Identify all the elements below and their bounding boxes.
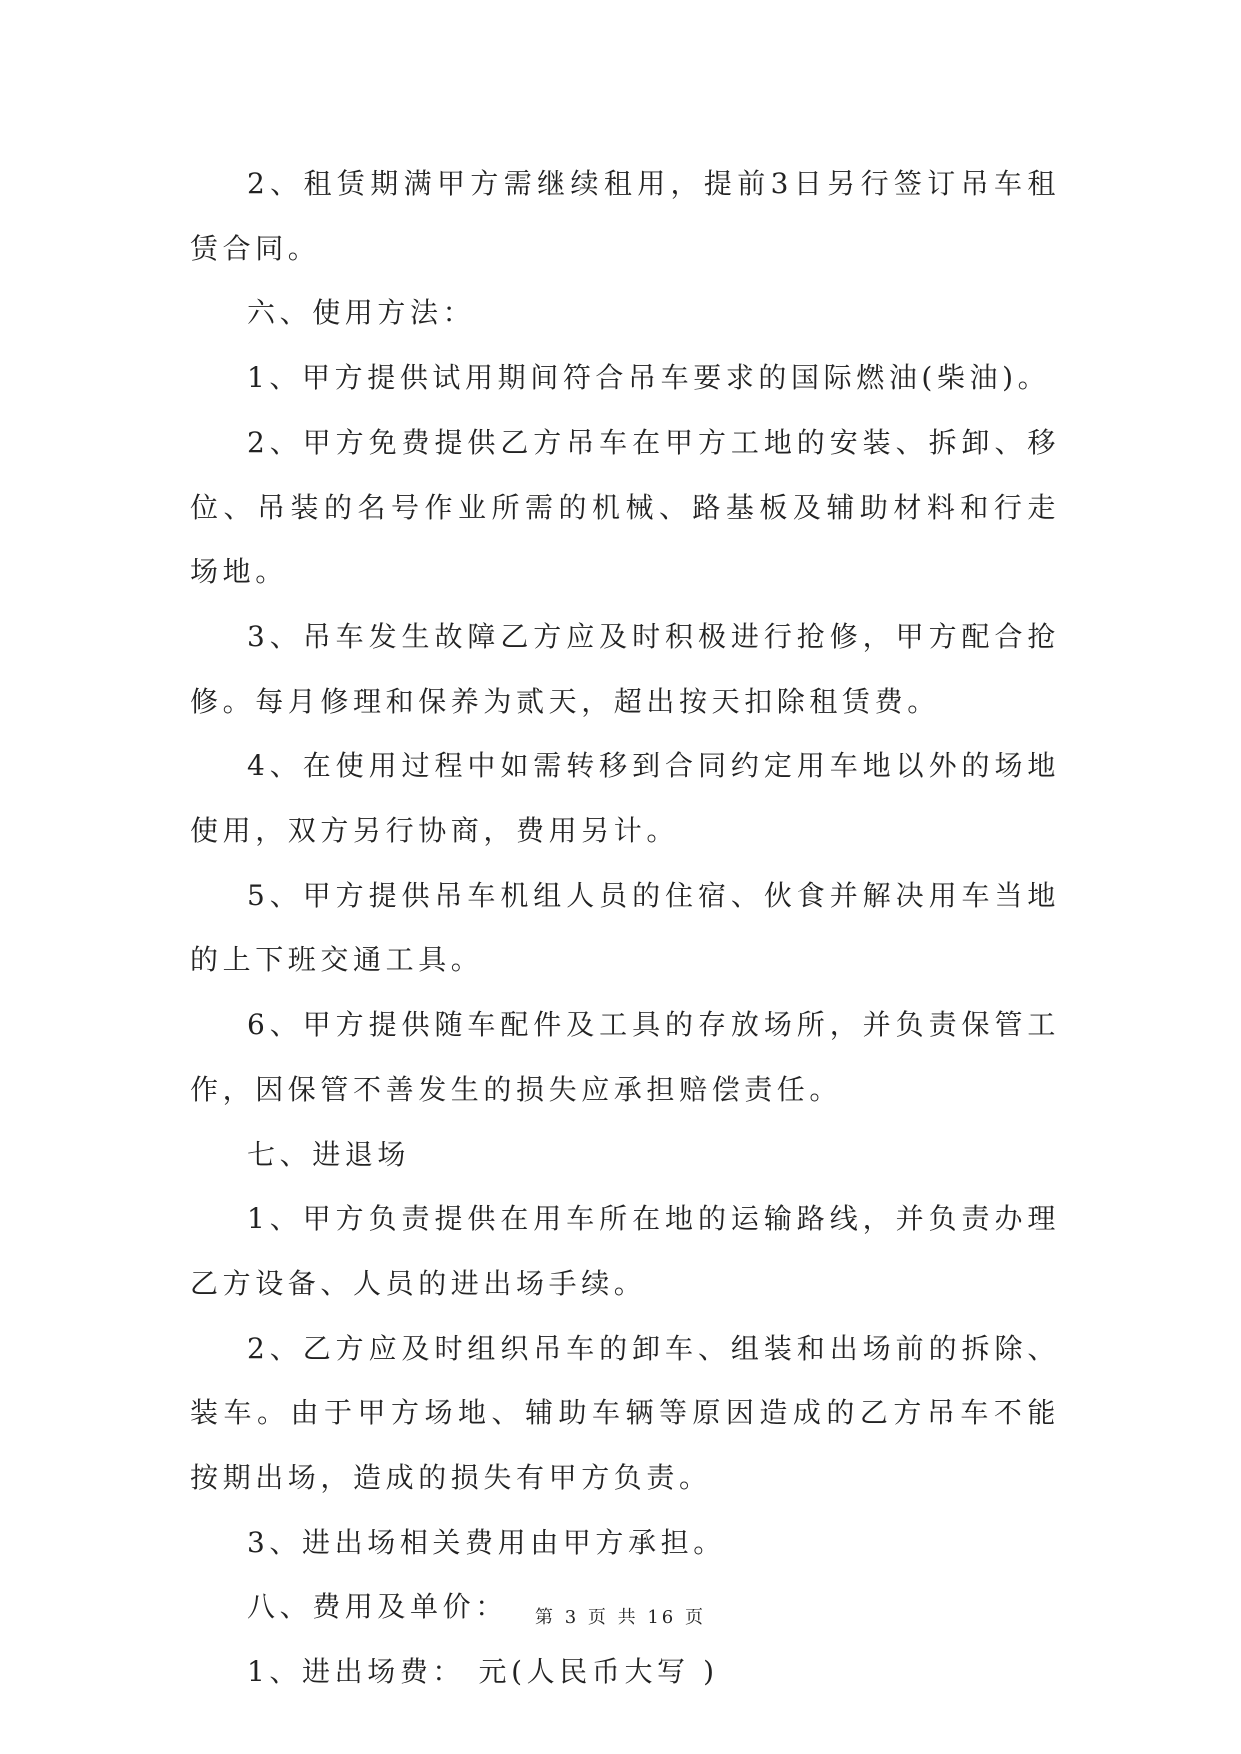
paragraph-usage-3: 3、吊车发生故障乙方应及时积极进行抢修，甲方配合抢修。每月修理和保养为贰天，超出按天扣除租赁费。 <box>190 619 1060 718</box>
paragraph-fees-1: 1、进出场费： 元(人民币大写 ) <box>247 1655 719 1689</box>
paragraph-usage-2: 2、甲方免费提供乙方吊车在甲方工地的安装、拆卸、移位、吊装的名号作业所需的机械、路基板及辅助材料和行走场地。 <box>190 425 1060 589</box>
paragraph-lease-renewal: 2、租赁期满甲方需继续租用，提前3日另行签订吊车租赁合同。 <box>190 167 1060 265</box>
paragraph-usage-1: 1、甲方提供试用期间符合吊车要求的国际燃油(柴油)。 <box>247 361 1051 395</box>
paragraph-entry-exit-1: 1、甲方负责提供在用车所在地的运输路线，并负责办理乙方设备、人员的进出场手续。 <box>190 1202 1060 1300</box>
section-heading-fees: 八、费用及单价： <box>247 1590 508 1624</box>
section-heading-entry-exit: 七、进退场 <box>247 1137 411 1171</box>
paragraph-usage-4: 4、在使用过程中如需转移到合同约定用车地以外的场地使用，双方另行协商，费用另计。 <box>190 749 1060 848</box>
document-body <box>190 152 1060 1705</box>
page-number-footer: 第 3 页 共 16 页 <box>535 1607 706 1628</box>
paragraph-entry-exit-3: 3、进出场相关费用由甲方承担。 <box>247 1525 726 1559</box>
section-heading-usage: 六、使用方法： <box>247 296 476 330</box>
paragraph-usage-5: 5、甲方提供吊车机组人员的住宿、伙食并解决用车当地的上下班交通工具。 <box>190 878 1060 977</box>
paragraph-usage-6: 6、甲方提供随车配件及工具的存放场所，并负责保管工作，因保管不善发生的损失应承担赔偿责任。 <box>190 1008 1060 1106</box>
paragraph-entry-exit-2: 2、乙方应及时组织吊车的卸车、组装和出场前的拆除、装车。由于甲方场地、辅助车辆等原因造成的乙方吊车不能按期出场，造成的损失有甲方负责。 <box>190 1331 1060 1495</box>
